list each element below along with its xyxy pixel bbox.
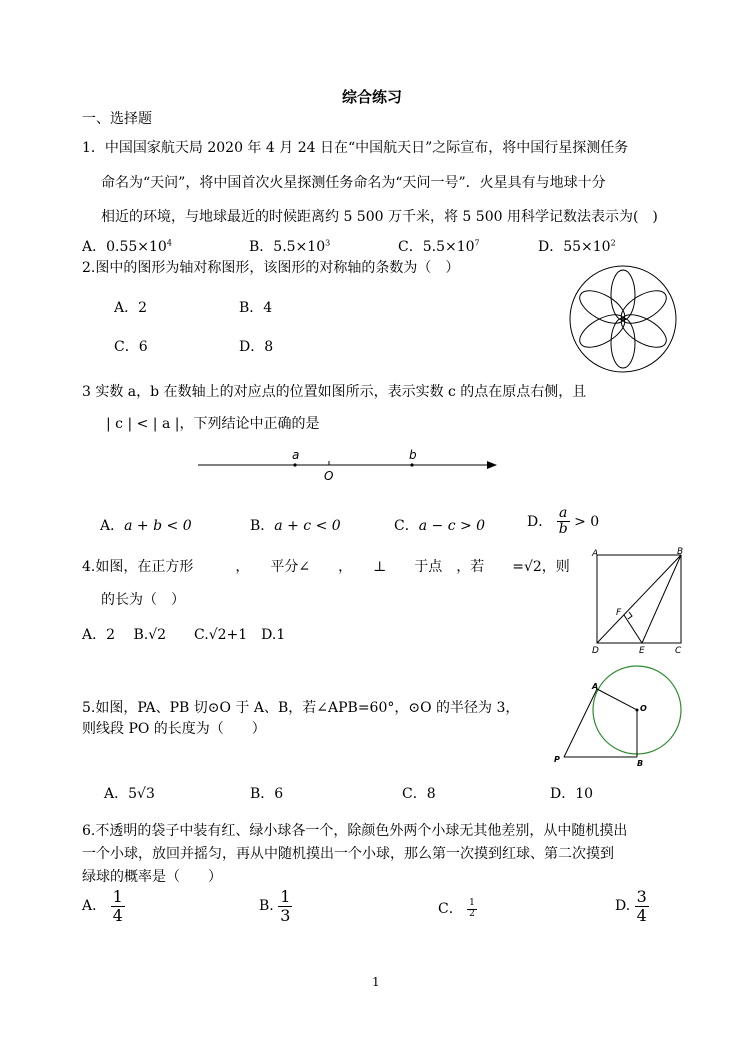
q2-text: 2.图中的图形为轴对称图形，该图形的对称轴的条数为（ ） [82, 260, 460, 276]
q2-option-d: D．8 [239, 339, 274, 355]
label-D: D [592, 646, 599, 655]
q6-option-c: C． $\frac{1}{2}$ [438, 897, 475, 919]
number-line [195, 444, 505, 484]
q2-option-b: B．4 [239, 300, 273, 316]
label-C: C [675, 646, 682, 655]
q1-option-d: D．$55\times 10^2$ [538, 238, 616, 255]
q2-option-a: A．2 [114, 300, 148, 316]
q3-option-d: D． $\frac{a}{b}$ > 0 [527, 505, 600, 538]
q1-option-c: C．$5.5\times 10^7$ [398, 238, 480, 255]
q4-line2: 的长为（ ） [101, 592, 185, 608]
q6-line1: 6.不透明的袋子中装有红、绿小球各一个，除颜色外两个小球无其他差别，从中随机摸出 [82, 823, 628, 839]
q6-option-a: A． $\frac{1}{4}$ [82, 887, 123, 925]
label-b: b [409, 448, 417, 462]
q1-line3: 相近的环境，与地球最近的时候距离约 5 500 万千米，将 5 500 用科学记数法表示为( ) [101, 209, 658, 225]
q5-option-b: B．6 [250, 786, 284, 802]
q5-option-d: D．10 [550, 786, 594, 802]
label-B: B [677, 547, 684, 557]
q5-line2: 则线段 PO 的长度为（ ） [82, 721, 266, 737]
square-figure [588, 547, 688, 655]
label-P: P [554, 755, 560, 764]
q2-option-c: C．6 [114, 339, 148, 355]
q3-option-b: B．a + c < 0 [250, 518, 341, 534]
q4-options: A．2 B.√2 C.√2+1 D.1 [82, 627, 286, 643]
label-E: E [639, 646, 645, 655]
q5-option-c: C．8 [402, 786, 436, 802]
page-title: 综合练习 [342, 88, 403, 106]
flower-figure [566, 262, 680, 376]
q1-option-a: A．$0.55\times 10^4$ [82, 238, 172, 255]
q3-option-c: C．a − c > 0 [394, 518, 486, 534]
q3-line2: | c | < | a |，下列结论中正确的是 [106, 416, 320, 432]
label-F: F [616, 608, 622, 618]
q1-option-b: B．$5.5\times 10^3$ [249, 238, 331, 255]
q6-option-d: D. $\frac{3}{4}$ [615, 887, 647, 925]
q6-option-b: B. $\frac{1}{3}$ [259, 887, 291, 925]
q1-line2: 命名为“天问”，将中国首次火星探测任务命名为“天问一号”．火星具有与地球十分 [101, 175, 606, 191]
q5-line1: 5.如图，PA、PB 切⊙O 于 A、B，若∠APB=60°，⊙O 的半径为 3， [82, 700, 520, 716]
q6-line2: 一个小球，放回并摇匀，再从中随机摸出一个小球，那么第一次摸到红球、第二次摸到 [82, 846, 614, 862]
circle-tangent-figure [550, 665, 684, 769]
label-A: A [592, 549, 599, 559]
q3-line1: 3 实数 a，b 在数轴上的对应点的位置如图所示，表示实数 c 的点在原点右侧，且 [82, 384, 587, 400]
q6-line3: 绿球的概率是（ ） [82, 869, 222, 885]
q5-option-a: A．5√3 [104, 786, 155, 802]
label-B: B [637, 759, 644, 768]
section-heading: 一、选择题 [82, 111, 152, 127]
label-a: a [292, 448, 300, 462]
label-O: O [640, 704, 647, 713]
page-number: 1 [372, 975, 380, 989]
q1-line1: 1．中国国家航天局 2020 年 4 月 24 日在“中国航天日”之际宣布，将中国行星探测任务 [82, 140, 629, 156]
q3-option-a: A．a + b < 0 [100, 518, 192, 534]
q4-line1: 4.如图，在正方形 ， 平分∠ ， ⊥ 于点 ，若 =√2，则 [82, 559, 570, 575]
label-A: A [592, 682, 599, 691]
label-origin: O [324, 469, 334, 483]
